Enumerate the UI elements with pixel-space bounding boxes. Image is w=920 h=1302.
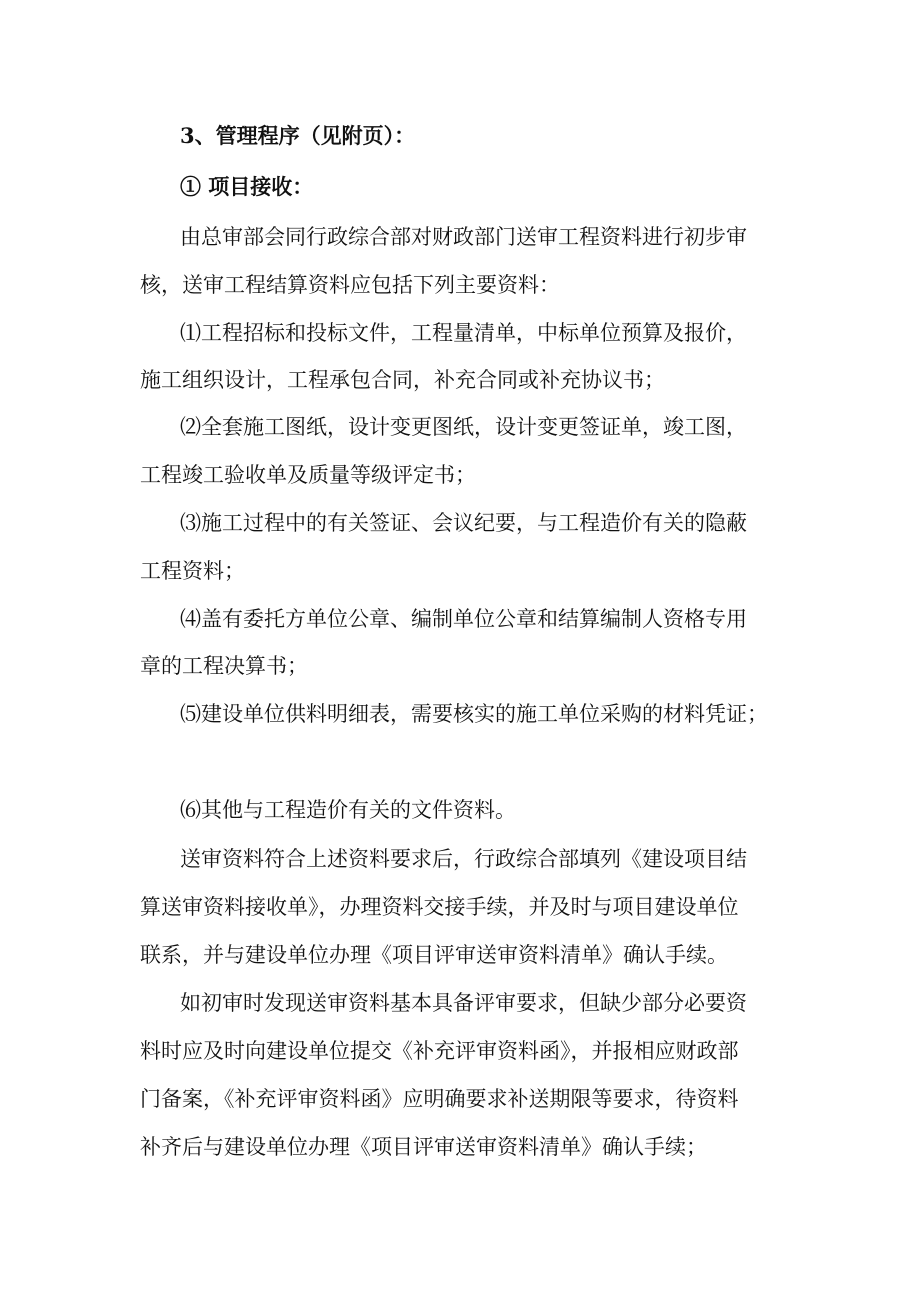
intro-line-1: 由总审部会同行政综合部对财政部门送审工程资料进行初步审 [180,225,747,249]
after-ok-line-1: 送审资料符合上述资料要求后，行政综合部填列《建设项目结 [180,847,747,871]
item-6-line-1: ⑹其他与工程造价有关的文件资料。 [180,798,516,822]
after-missing-line-2: 料时应及时向建设单位提交《补充评审资料函》，并报相应财政部 [140,1039,739,1063]
after-ok-line-2: 算送审资料接收单》，办理资料交接手续，并及时与项目建设单位 [140,895,739,919]
item-2-line-1: ⑵全套施工图纸，设计变更图纸，设计变更签证单，竣工图， [180,415,747,439]
after-missing-line-3: 门备案，《补充评审资料函》应明确要求补送期限等要求，待资料 [140,1087,739,1111]
item-4-line-2: 章的工程决算书； [140,654,308,678]
item-3-line-2: 工程资料； [140,559,245,583]
item-3-line-1: ⑶施工过程中的有关签证、会议纪要，与工程造价有关的隐蔽 [180,511,747,535]
after-ok-line-3: 联系，并与建设单位办理《项目评审送审资料清单》确认手续。 [140,943,728,967]
item-2-line-2: 工程竣工验收单及质量等级评定书； [140,463,476,487]
after-missing-line-1: 如初审时发现送审资料基本具备评审要求，但缺少部分必要资 [180,991,747,1015]
intro-line-2: 核，送审工程结算资料应包括下列主要资料： [140,273,560,297]
item-1-line-1: ⑴工程招标和投标文件，工程量清单，中标单位预算及报价， [180,321,747,345]
item-1-line-2: 施工组织设计，工程承包合同，补充合同或补充协议书； [140,368,665,392]
subsection-heading: ① 项目接收： [180,174,314,199]
section-heading: 3、管理程序（见附页）： [180,123,416,148]
after-missing-line-4: 补齐后与建设单位办理《项目评审送审资料清单》确认手续； [140,1135,707,1159]
item-4-line-1: ⑷盖有委托方单位公章、编制单位公章和结算编制人资格专用 [180,607,747,631]
item-5-line-1: ⑸建设单位供料明细表，需要核实的施工单位采购的材料凭证； [180,702,768,726]
